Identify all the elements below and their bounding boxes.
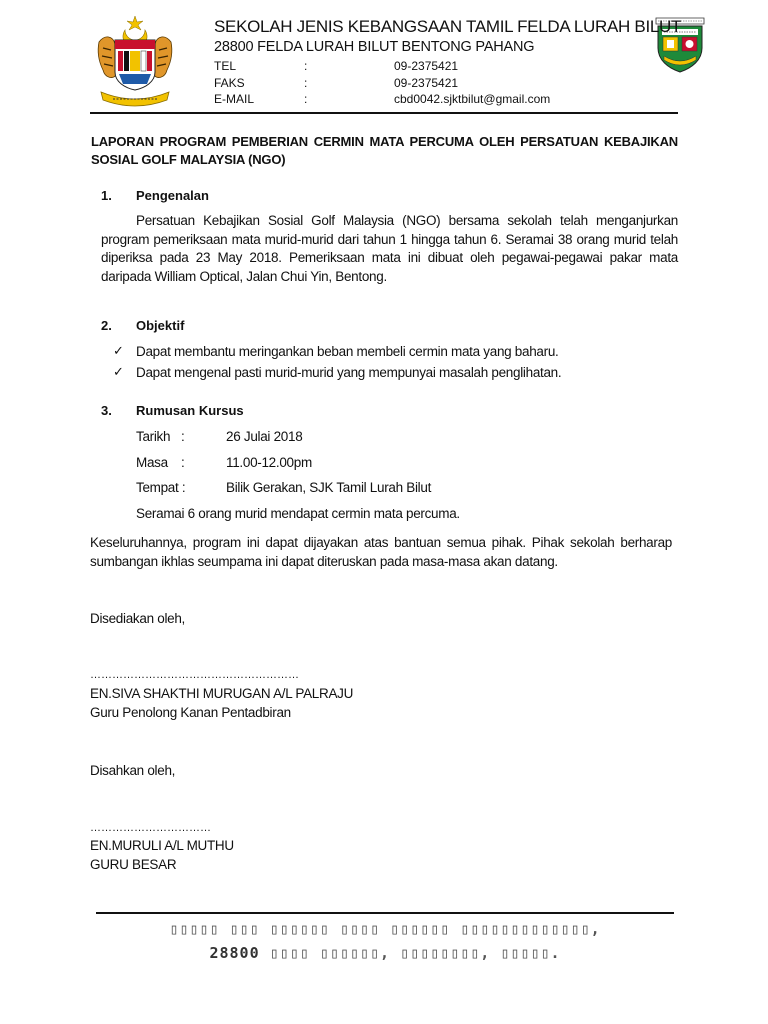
- contact-separator: :: [304, 92, 308, 106]
- detail-label-tempat: Tempat :: [136, 480, 186, 495]
- detail-label-tarikh: Tarikh: [136, 429, 171, 444]
- summary-line: Seramai 6 orang murid mendapat cermin mata percuma.: [136, 506, 460, 521]
- signature-line: …………………………………………………: [90, 669, 299, 681]
- school-name: SEKOLAH JENIS KEBANGSAAN TAMIL FELDA LURAH BILUT: [214, 17, 682, 36]
- contact-label: FAKS: [214, 75, 245, 90]
- section-title-rumusan: Rumusan Kursus: [136, 403, 244, 418]
- approved-by-role: GURU BESAR: [90, 857, 177, 872]
- contact-label: E-MAIL: [214, 92, 255, 106]
- contact-value: cbd0042.sjktbilut@gmail.com: [394, 92, 551, 106]
- detail-value-masa: 11.00-12.00pm: [226, 455, 312, 470]
- intro-paragraph: Persatuan Kebajikan Sosial Golf Malaysia (NGO) bersama sekolah telah menganjurkan program pemeriksaan mata murid-murid dari tahun 1 hingga tahun 6. Seramai 38 orang murid telah diperiksa pada 23 May 2018. Pemeriksaan mata ini dibuat oleh pegawai-pegawai pakar mata daripada William Optical, Jalan Chui Yin, Bentong.: [101, 213, 678, 284]
- prepared-by-label: Disediakan oleh,: [90, 611, 186, 626]
- approved-by-name: EN.MURULI A/L MUTHU: [90, 838, 234, 853]
- approved-by-label: Disahkan oleh,: [90, 763, 176, 778]
- school-address: 28800 FELDA LURAH BILUT BENTONG PAHANG: [214, 39, 535, 55]
- coat-of-arms-emblem: [95, 14, 175, 110]
- contact-row-tel: [214, 58, 634, 75]
- detail-separator: :: [181, 455, 185, 470]
- contact-separator: :: [304, 75, 308, 90]
- report-title: LAPORAN PROGRAM PEMBERIAN CERMIN MATA PERCUMA OLEH PERSATUAN KEBAJIKAN SOSIAL GOLF MALAYSIA (NGO): [91, 134, 678, 167]
- contact-row-email: [214, 91, 634, 108]
- detail-separator: :: [181, 429, 185, 444]
- contact-value: 09-2375421: [394, 59, 459, 73]
- footer-postcode: 28800: [209, 944, 260, 962]
- section-number: 3.: [101, 403, 112, 418]
- prepared-by-name: EN.SIVA SHAKTHI MURUGAN A/L PALRAJU: [90, 686, 354, 701]
- contact-block: [214, 58, 634, 108]
- footer-divider: [96, 912, 674, 914]
- objective-item: Dapat membantu meringankan beban membeli cermin mata yang baharu.: [136, 344, 559, 359]
- header-divider: [90, 112, 678, 114]
- section-title-objektif: Objektif: [136, 318, 185, 333]
- section-number: 2.: [101, 318, 112, 333]
- contact-label: TEL: [214, 59, 237, 73]
- prepared-by-role: Guru Penolong Kanan Pentadbiran: [90, 705, 291, 720]
- detail-value-tempat: Bilik Gerakan, SJK Tamil Lurah Bilut: [226, 480, 432, 495]
- footer-address-line1: ▯▯▯▯▯ ▯▯▯ ▯▯▯▯▯▯ ▯▯▯▯ ▯▯▯▯▯▯ ▯▯▯▯▯▯▯▯▯▯▯▯▯,: [169, 920, 601, 938]
- section-title-pengenalan: Pengenalan: [136, 188, 209, 203]
- objective-item: Dapat mengenal pasti murid-murid yang mempunyai masalah penglihatan.: [136, 365, 562, 380]
- detail-value-tarikh: 26 Julai 2018: [226, 429, 303, 444]
- footer-address-line2: [96, 944, 674, 962]
- conclusion-paragraph: Keseluruhannya, program ini dapat dijayakan atas bantuan semua pihak. Pihak sekolah berharap sumbangan ikhlas seumpama ini dapat diteruskan pada masa-masa akan datang.: [90, 535, 672, 569]
- signature-line: ……………………………: [90, 822, 211, 834]
- footer-address-rest: ▯▯▯▯ ▯▯▯▯▯▯, ▯▯▯▯▯▯▯▯, ▯▯▯▯▯.: [259, 944, 561, 962]
- contact-separator: :: [304, 59, 308, 73]
- section-number: 1.: [101, 188, 112, 203]
- contact-value: 09-2375421: [394, 75, 459, 90]
- checkmark-icon: ✓: [113, 364, 124, 379]
- checkmark-icon: ✓: [113, 343, 124, 358]
- detail-label-masa: Masa: [136, 455, 168, 470]
- contact-row-fax: [214, 75, 634, 92]
